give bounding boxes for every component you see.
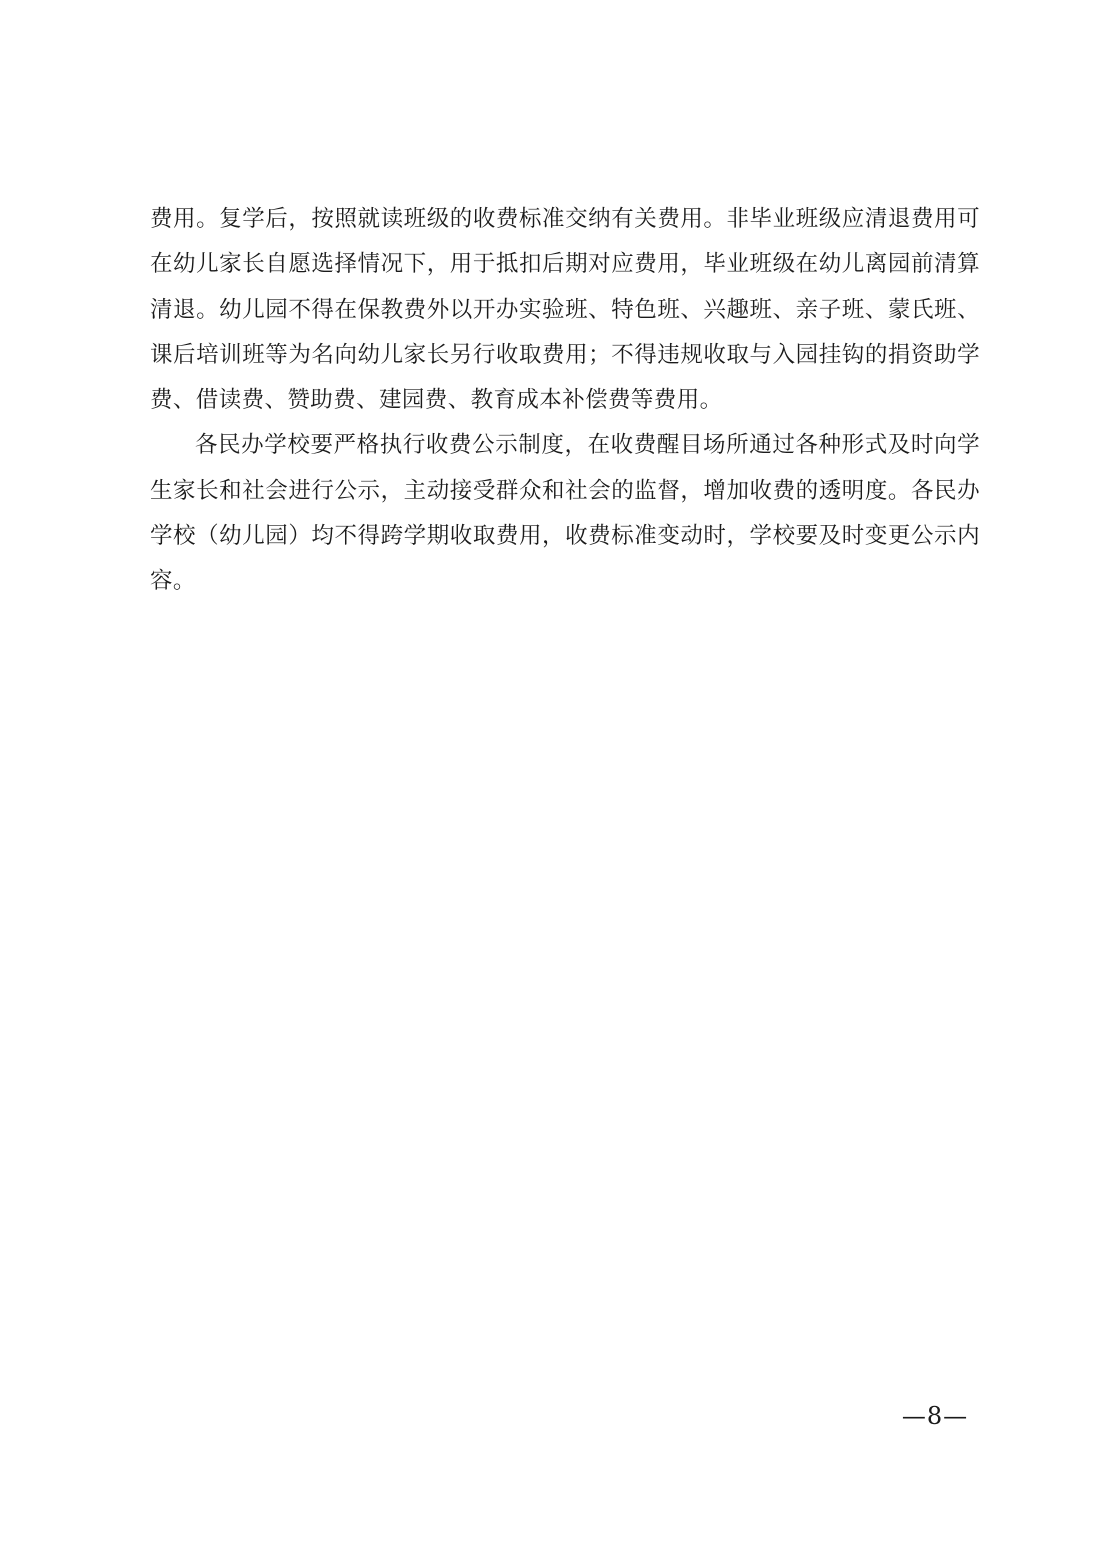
paragraph-continued: 费用。复学后，按照就读班级的收费标准交纳有关费用。非毕业班级应清退费用可在幼儿家长自愿选择情况下，用于抵扣后期对应费用，毕业班级在幼儿离园前清算清退。幼儿园不得在保教费外以开办实验班、特色班、兴趣班、亲子班、蒙氏班、课后培训班等为名向幼儿家长另行收取费用；不得违规收取与入园挂钩的捐资助学费、借读费、赞助费、建园费、教育成本补偿费等费用。 bbox=[150, 206, 980, 414]
paragraph-fee-disclosure: 各民办学校要严格执行收费公示制度，在收费醒目场所通过各种形式及时向学生家长和社会进行公示，主动接受群众和社会的监督，增加收费的透明度。各民办学校（幼儿园）均不得跨学期收取费用，收费标准变动时，学校要及时变更公示内容。 bbox=[150, 432, 980, 595]
page-number: —8— bbox=[901, 1402, 969, 1430]
document-body bbox=[150, 197, 980, 605]
